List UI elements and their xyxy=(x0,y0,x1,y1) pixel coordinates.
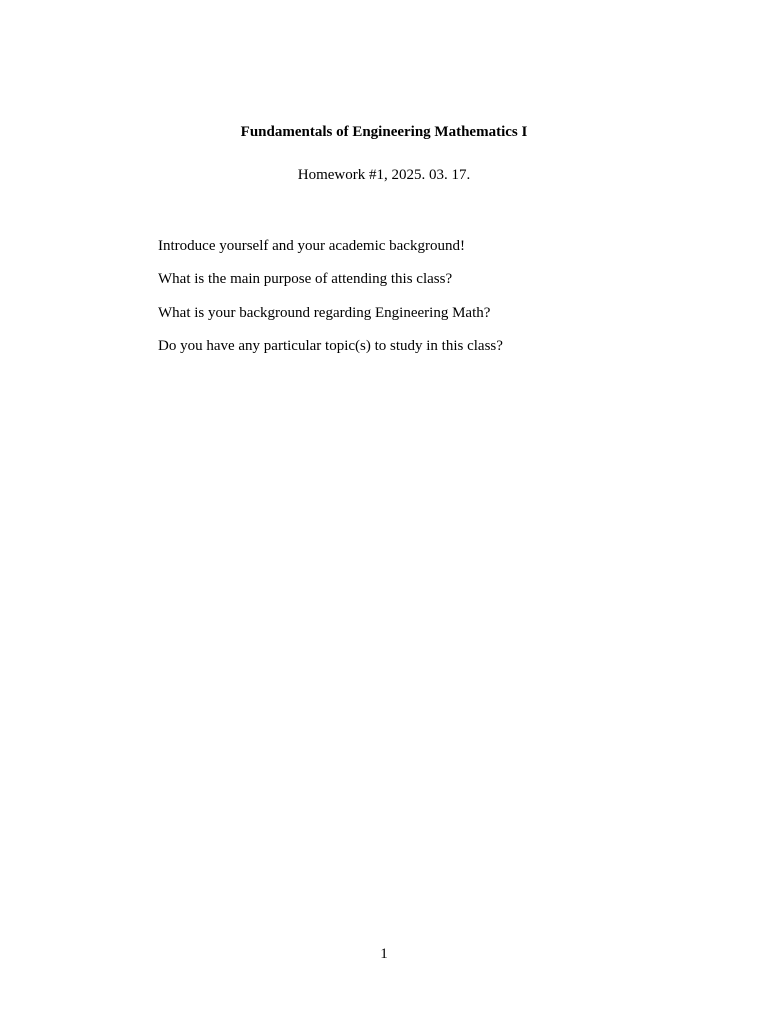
question-item: What is the main purpose of attending this class? xyxy=(158,271,453,288)
document-title: Fundamentals of Engineering Mathematics I xyxy=(240,124,528,140)
question-item: Introduce yourself and your academic background! xyxy=(158,238,465,254)
page-number: 1 xyxy=(380,946,388,962)
question-item: What is your background regarding Engineering Math? xyxy=(158,304,491,321)
question-item: Do you have any particular topic(s) to study in this class? xyxy=(158,337,503,354)
question-list xyxy=(158,236,503,369)
homework-subtitle: Homework #1, 2025. 03. 17. xyxy=(297,167,471,183)
